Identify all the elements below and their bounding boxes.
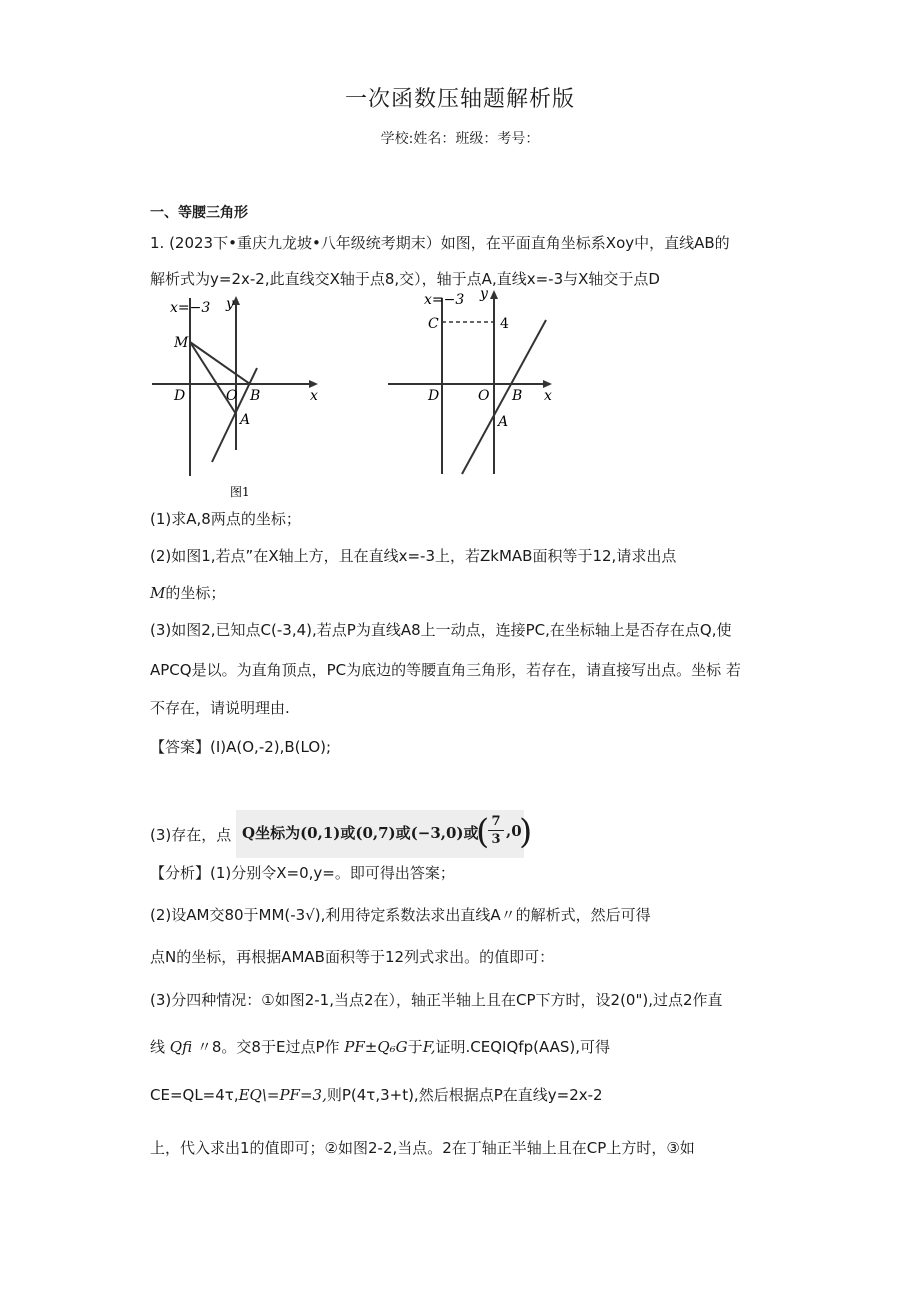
label-m: M [174, 335, 189, 351]
label-c: C [428, 316, 439, 332]
label-o: O [478, 388, 490, 404]
analysis-line-2: (2)设AM交80于MM(-3√),利用待定系数法求出直线A〃的解析式，然后可得 [150, 906, 651, 924]
label-x-eq-minus-3: x=−3 [170, 300, 211, 316]
page-title: 一次函数压轴题解析版 [344, 87, 575, 112]
problem-line-1: 1. (2023下•重庆九龙坡•八年级统考期末）如图，在平面直角坐标系Xoy中，直线AB的 [150, 234, 730, 252]
question-3-line-2: APCQ是以。为直角顶点，PC为底边的等腰直角三角形，若存在，请直接写出点。坐标 若 [150, 661, 741, 679]
label-x: x [310, 388, 318, 404]
label-b: B [512, 388, 523, 404]
line-ab [462, 320, 546, 474]
student-info-line: 学校:姓名：班级：考号： [380, 131, 540, 147]
question-1: (1)求A,8两点的坐标； [150, 510, 301, 528]
analysis-line-5 [150, 1036, 610, 1057]
line-ab [212, 368, 257, 462]
label-x-eq-minus-3: x=−3 [424, 292, 465, 308]
analysis-line-5-part-a: 线 [150, 1038, 166, 1056]
label-x: x [544, 388, 552, 404]
label-y: y [226, 296, 234, 312]
answer-line-3: (3)存在，点 [150, 826, 232, 844]
answer-line-1: 【答案】(I)A(O,-2),B(LO); [150, 738, 332, 756]
formula-paren-left: ( [476, 812, 490, 852]
figure-1-caption: 图1 [230, 485, 250, 499]
label-y: y [480, 286, 488, 302]
question-3-line-3: 不存在，请说明理由. [150, 699, 290, 717]
analysis-line-5-part-c: 于 [407, 1038, 423, 1056]
section-heading: 一、等腰三角形 [150, 205, 248, 221]
italic-pf-perp: PF±Q₆G [344, 1038, 408, 1056]
answer-formula-image [236, 810, 533, 858]
question-2-line-2 [150, 582, 225, 603]
label-b: B [250, 388, 261, 404]
italic-f: F, [422, 1038, 436, 1056]
formula-text: Q坐标为(0,1)或(0,7)或(−3,0)或 [242, 824, 479, 842]
analysis-line-6-part-b: 则P(4τ,3+t),然后根据点P在直线y=2x-2 [326, 1086, 603, 1104]
italic-qfi: Qfi [169, 1038, 193, 1056]
analysis-line-6 [150, 1084, 603, 1105]
analysis-line-3: 点N的坐标，再根据AMAB面积等于12列式求出。的值即可： [150, 948, 555, 966]
formula-fraction [488, 814, 504, 847]
italic-m: M [150, 584, 166, 602]
question-2-line-2-text: 的坐标； [165, 584, 226, 602]
formula-paren-right: ) [519, 812, 533, 852]
label-four: 4 [500, 316, 509, 332]
figure-2 [384, 284, 574, 480]
analysis-line-6-part-a: CE=QL=4τ, [150, 1086, 239, 1104]
label-d: D [174, 388, 186, 404]
problem-line-2: 解析式为y=2x-2,此直线交X轴于点8,交），轴于点A,直线x=-3与X轴交于点D [150, 270, 660, 288]
y-axis-arrow [490, 290, 498, 299]
question-2-line-1: (2)如图1,若点”在X轴上方，且在直线x=-3上，若ZkMAB面积等于12,请求出点 [150, 547, 677, 565]
italic-eq-pf: EQ\=PF=3, [238, 1086, 327, 1104]
x-axis-arrow [543, 380, 552, 388]
analysis-line-7: 上，代入求出1的值即可；②如图2-2,当点。2在丁轴正半轴上且在CP上方时，③如 [150, 1139, 695, 1157]
figure-1 [148, 290, 338, 502]
fraction-bar [488, 830, 504, 831]
formula-tail: ,0 [506, 822, 522, 840]
fraction-denominator: 3 [491, 832, 501, 847]
fraction-numerator: 7 [491, 814, 501, 829]
x-axis-arrow [309, 380, 318, 388]
label-a: A [498, 414, 509, 430]
analysis-line-5-part-d: 证明.CEQIQfp(AAS),可得 [435, 1038, 611, 1056]
segment-mb [190, 342, 250, 384]
analysis-line-1: 【分析】(1)分别令X=0,y=。即可得出答案； [150, 864, 455, 882]
question-3-line-1: (3)如图2,已知点C(-3,4),若点P为直线A8上一动点，连接PC,在坐标轴上是否存在点Q,使 [150, 621, 732, 639]
analysis-line-4: (3)分四种情况：①如图2-1,当点2在），轴正半轴上且在CP下方时，设2(0"),过点2作直 [150, 991, 723, 1009]
label-a: A [240, 412, 251, 428]
label-d: D [428, 388, 440, 404]
analysis-line-5-part-b: 〃8。交8于E过点P作 [196, 1038, 340, 1056]
label-o: O [226, 388, 238, 404]
